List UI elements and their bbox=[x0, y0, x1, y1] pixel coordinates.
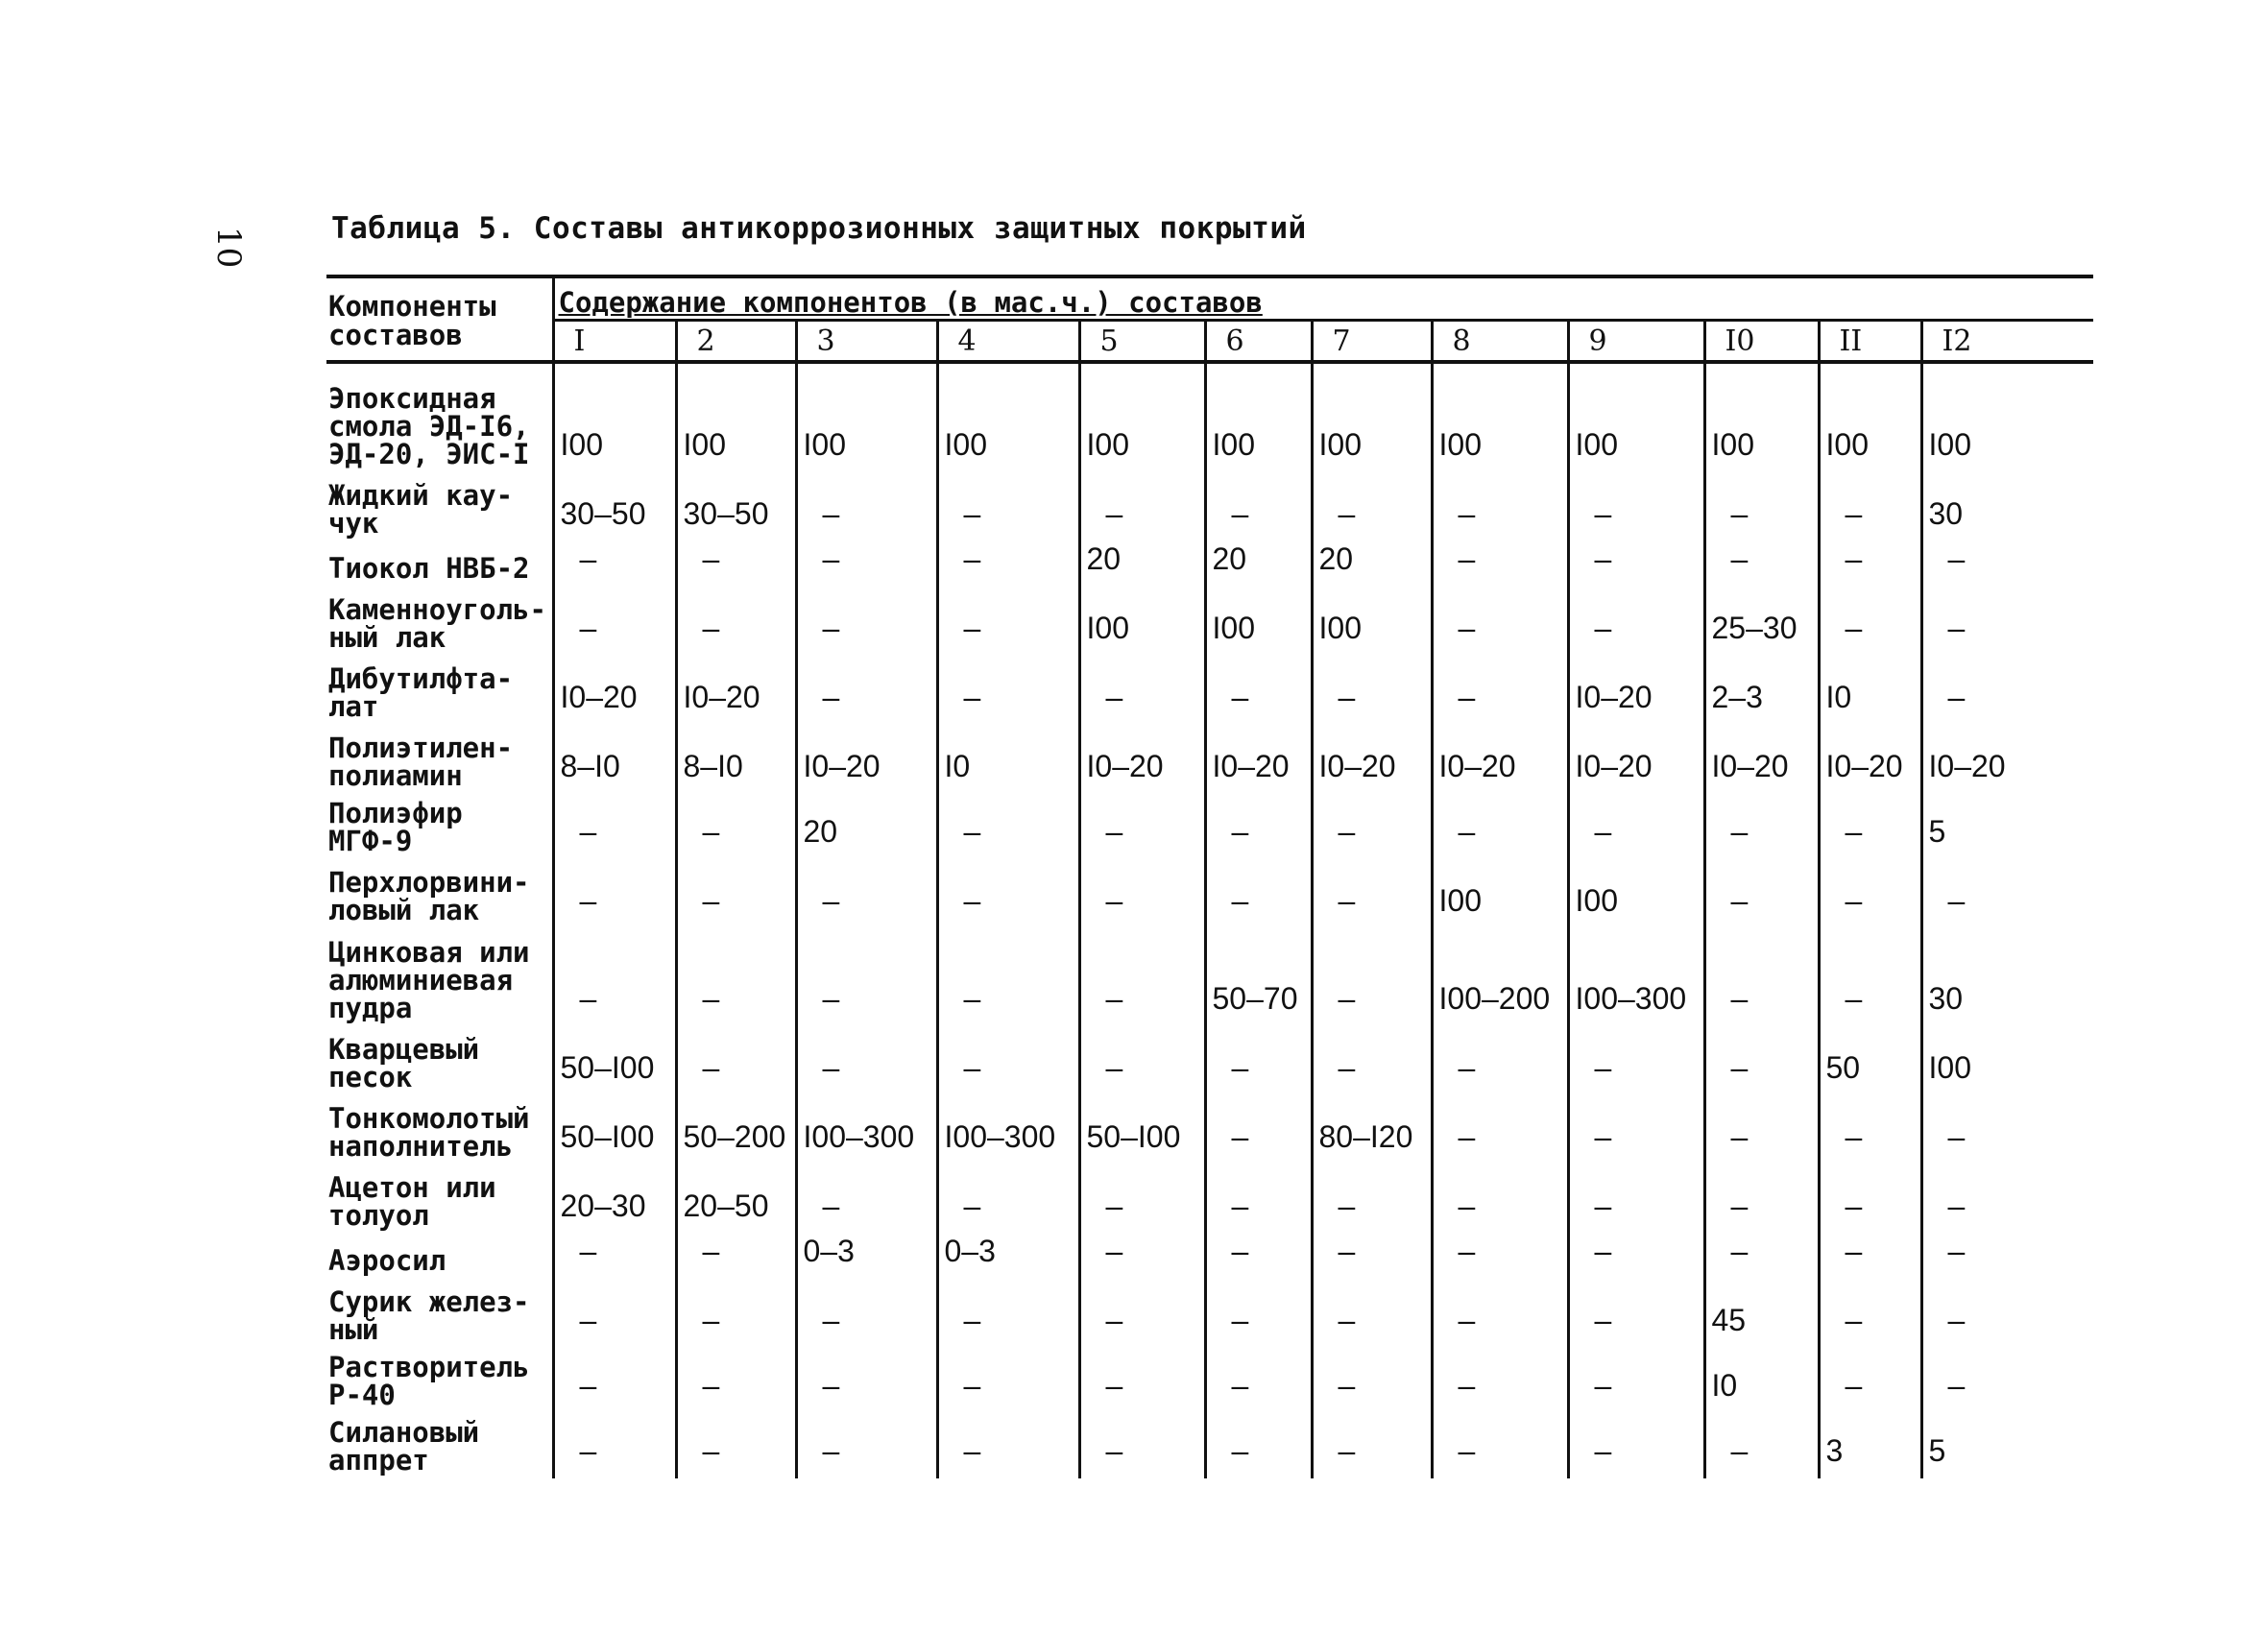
cell-value: – bbox=[1432, 656, 1568, 725]
component-name: Сурик желез- ный bbox=[328, 1285, 530, 1346]
table-row bbox=[326, 1279, 2093, 1348]
cell-value: – bbox=[676, 541, 796, 587]
cell-value: 8–I0 bbox=[553, 725, 676, 794]
cell-value: 20–30 bbox=[553, 1165, 676, 1234]
cell-value: 30–50 bbox=[553, 472, 676, 541]
cell-value: I00–300 bbox=[796, 1095, 937, 1165]
cell-value: 20–50 bbox=[676, 1165, 796, 1234]
cell-value: – bbox=[1312, 1279, 1432, 1348]
cell-value: – bbox=[1432, 1095, 1568, 1165]
cell-value: I00 bbox=[1312, 587, 1432, 656]
cell-value: I0–20 bbox=[676, 656, 796, 725]
cell-value: – bbox=[1312, 472, 1432, 541]
cell-value: I0–20 bbox=[1921, 725, 2093, 794]
cell-value: 30 bbox=[1921, 472, 2093, 541]
cell-value: 20 bbox=[796, 794, 937, 859]
cell-value: I00–200 bbox=[1432, 928, 1568, 1026]
component-column-header: Компоненты составов bbox=[328, 290, 496, 351]
component-name: Цинковая или алюминиевая пудра bbox=[328, 936, 530, 1024]
cell-value: 25–30 bbox=[1704, 587, 1819, 656]
cell-value: – bbox=[937, 1026, 1079, 1095]
cell-value: 50–200 bbox=[676, 1095, 796, 1165]
column-header-10: I0 bbox=[1704, 321, 1819, 363]
table-caption: Таблица 5. Составы антикоррозионных защитных покрытий bbox=[331, 211, 1307, 246]
cell-value: – bbox=[1205, 472, 1312, 541]
cell-value: – bbox=[1704, 1413, 1819, 1478]
component-name: Силановый аппрет bbox=[328, 1416, 480, 1477]
cell-value: – bbox=[937, 859, 1079, 928]
cell-value: – bbox=[1568, 541, 1704, 587]
component-name: Перхлорвини- ловый лак bbox=[328, 866, 530, 926]
cell-value: – bbox=[1432, 587, 1568, 656]
cell-value: – bbox=[1205, 794, 1312, 859]
cell-value: – bbox=[796, 859, 937, 928]
component-name: Кварцевый песок bbox=[328, 1033, 480, 1093]
table-row bbox=[326, 472, 2093, 541]
table-row bbox=[326, 1095, 2093, 1165]
cell-value: – bbox=[1079, 1279, 1205, 1348]
cell-value: – bbox=[1704, 794, 1819, 859]
cell-value: – bbox=[1819, 1095, 1921, 1165]
cell-value: – bbox=[1568, 1413, 1704, 1478]
cell-value: – bbox=[1704, 859, 1819, 928]
table-row bbox=[326, 656, 2093, 725]
cell-value: – bbox=[1568, 794, 1704, 859]
column-header-4: 4 bbox=[937, 321, 1079, 363]
cell-value: – bbox=[676, 1234, 796, 1279]
cell-value: – bbox=[1312, 859, 1432, 928]
column-header-7: 7 bbox=[1312, 321, 1432, 363]
cell-value: – bbox=[796, 928, 937, 1026]
table-row bbox=[326, 362, 2093, 472]
cell-value: 0–3 bbox=[796, 1234, 937, 1279]
table-row bbox=[326, 725, 2093, 794]
composition-table-container bbox=[326, 275, 2006, 1478]
group-header: Содержание компонентов (в мас.ч.) составов bbox=[553, 276, 2093, 321]
cell-value: – bbox=[1819, 859, 1921, 928]
cell-value: – bbox=[937, 541, 1079, 587]
cell-value: I00 bbox=[1704, 362, 1819, 472]
cell-value: – bbox=[1312, 1165, 1432, 1234]
cell-value: 20 bbox=[1205, 541, 1312, 587]
cell-value: I0–20 bbox=[1568, 725, 1704, 794]
cell-value: – bbox=[1079, 928, 1205, 1026]
component-name: Тонкомолотый наполнитель bbox=[328, 1102, 530, 1163]
cell-value: I00 bbox=[1432, 362, 1568, 472]
cell-value: – bbox=[937, 928, 1079, 1026]
cell-value: I0–20 bbox=[1704, 725, 1819, 794]
cell-value: – bbox=[796, 1348, 937, 1413]
cell-value: – bbox=[1819, 472, 1921, 541]
cell-value: – bbox=[676, 794, 796, 859]
cell-value: – bbox=[1432, 1234, 1568, 1279]
cell-value: I0–20 bbox=[1079, 725, 1205, 794]
cell-value: – bbox=[937, 472, 1079, 541]
cell-value: I00 bbox=[1921, 1026, 2093, 1095]
cell-value: – bbox=[1205, 1413, 1312, 1478]
cell-value: – bbox=[1704, 541, 1819, 587]
component-name: Ацетон или толуол bbox=[328, 1171, 496, 1232]
cell-value: – bbox=[1079, 794, 1205, 859]
cell-value: – bbox=[1568, 1026, 1704, 1095]
cell-value: I0–20 bbox=[1312, 725, 1432, 794]
column-header-8: 8 bbox=[1432, 321, 1568, 363]
table-row bbox=[326, 1348, 2093, 1413]
cell-value: – bbox=[1432, 1026, 1568, 1095]
cell-value: – bbox=[1704, 1095, 1819, 1165]
cell-value: – bbox=[1568, 587, 1704, 656]
table-body bbox=[326, 362, 2093, 1478]
cell-value: I00 bbox=[676, 362, 796, 472]
cell-value: – bbox=[1312, 794, 1432, 859]
cell-value: I0–20 bbox=[553, 656, 676, 725]
column-header-5: 5 bbox=[1079, 321, 1205, 363]
table-header bbox=[326, 276, 2093, 362]
cell-value: – bbox=[796, 1026, 937, 1095]
column-header-12: I2 bbox=[1921, 321, 2093, 363]
cell-value: – bbox=[676, 1279, 796, 1348]
component-name: Полиэтилен- полиамин bbox=[328, 732, 514, 792]
component-name: Дибутилфта- лат bbox=[328, 662, 514, 723]
cell-value: – bbox=[1819, 928, 1921, 1026]
cell-value: 3 bbox=[1819, 1413, 1921, 1478]
cell-value: – bbox=[1921, 541, 2093, 587]
cell-value: – bbox=[553, 1234, 676, 1279]
column-header-2: 2 bbox=[676, 321, 796, 363]
cell-value: 30–50 bbox=[676, 472, 796, 541]
column-header-1: I bbox=[553, 321, 676, 363]
cell-value: I00 bbox=[937, 362, 1079, 472]
cell-value: – bbox=[1432, 541, 1568, 587]
cell-value: – bbox=[1819, 1165, 1921, 1234]
cell-value: – bbox=[1205, 859, 1312, 928]
table-row bbox=[326, 587, 2093, 656]
cell-value: I00 bbox=[1205, 362, 1312, 472]
cell-value: – bbox=[1704, 1026, 1819, 1095]
cell-value: 8–I0 bbox=[676, 725, 796, 794]
cell-value: – bbox=[1205, 1095, 1312, 1165]
cell-value: 50 bbox=[1819, 1026, 1921, 1095]
cell-value: I00 bbox=[1079, 587, 1205, 656]
component-name: Полиэфир МГФ-9 bbox=[328, 797, 463, 857]
cell-value: I00 bbox=[1079, 362, 1205, 472]
cell-value: 2–3 bbox=[1704, 656, 1819, 725]
cell-value: – bbox=[796, 1413, 937, 1478]
cell-value: – bbox=[553, 794, 676, 859]
cell-value: – bbox=[1312, 1348, 1432, 1413]
cell-value: – bbox=[1205, 1348, 1312, 1413]
cell-value: I0–20 bbox=[1432, 725, 1568, 794]
component-name: Тиокол НВБ-2 bbox=[328, 552, 530, 585]
cell-value: – bbox=[1205, 1026, 1312, 1095]
cell-value: – bbox=[937, 1279, 1079, 1348]
cell-value: – bbox=[937, 1348, 1079, 1413]
table-row bbox=[326, 1413, 2093, 1478]
cell-value: 80–I20 bbox=[1312, 1095, 1432, 1165]
cell-value: – bbox=[796, 1165, 937, 1234]
cell-value: – bbox=[1921, 859, 2093, 928]
cell-value: – bbox=[1432, 1165, 1568, 1234]
cell-value: – bbox=[1079, 472, 1205, 541]
table-row bbox=[326, 859, 2093, 928]
table-row bbox=[326, 928, 2093, 1026]
cell-value: – bbox=[1819, 587, 1921, 656]
table-row bbox=[326, 1165, 2093, 1234]
cell-value: I00 bbox=[1205, 587, 1312, 656]
cell-value: I0–20 bbox=[1205, 725, 1312, 794]
cell-value: – bbox=[676, 587, 796, 656]
cell-value: I0 bbox=[1819, 656, 1921, 725]
cell-value: – bbox=[1205, 1165, 1312, 1234]
cell-value: 45 bbox=[1704, 1279, 1819, 1348]
cell-value: – bbox=[676, 1026, 796, 1095]
component-name: Аэросил bbox=[328, 1244, 446, 1277]
cell-value: I00 bbox=[1568, 362, 1704, 472]
cell-value: – bbox=[553, 928, 676, 1026]
cell-value: – bbox=[1568, 1234, 1704, 1279]
cell-value: – bbox=[1079, 1348, 1205, 1413]
cell-value: – bbox=[937, 794, 1079, 859]
cell-value: 50–I00 bbox=[553, 1026, 676, 1095]
cell-value: – bbox=[1819, 541, 1921, 587]
column-header-9: 9 bbox=[1568, 321, 1704, 363]
cell-value: I0 bbox=[1704, 1348, 1819, 1413]
cell-value: – bbox=[1921, 1234, 2093, 1279]
cell-value: – bbox=[1312, 1026, 1432, 1095]
cell-value: I00 bbox=[1432, 859, 1568, 928]
cell-value: – bbox=[796, 472, 937, 541]
cell-value: – bbox=[1568, 1095, 1704, 1165]
cell-value: – bbox=[937, 1413, 1079, 1478]
cell-value: 50–I00 bbox=[1079, 1095, 1205, 1165]
cell-value: – bbox=[1819, 1348, 1921, 1413]
cell-value: I0–20 bbox=[1568, 656, 1704, 725]
cell-value: – bbox=[937, 1165, 1079, 1234]
cell-value: – bbox=[553, 1413, 676, 1478]
column-header-11: II bbox=[1819, 321, 1921, 363]
component-name: Растворитель Р-40 bbox=[328, 1351, 530, 1411]
cell-value: – bbox=[1432, 1348, 1568, 1413]
cell-value: I0–20 bbox=[796, 725, 937, 794]
cell-value: – bbox=[1432, 1279, 1568, 1348]
cell-value: – bbox=[1312, 1234, 1432, 1279]
cell-value: – bbox=[1079, 859, 1205, 928]
cell-value: – bbox=[676, 1348, 796, 1413]
cell-value: – bbox=[1312, 1413, 1432, 1478]
cell-value: – bbox=[1079, 1234, 1205, 1279]
cell-value: – bbox=[553, 859, 676, 928]
cell-value: I0 bbox=[937, 725, 1079, 794]
cell-value: 30 bbox=[1921, 928, 2093, 1026]
cell-value: – bbox=[1079, 1413, 1205, 1478]
component-name: Жидкий кау- чук bbox=[328, 479, 514, 540]
component-name: Каменноуголь- ный лак bbox=[328, 593, 546, 654]
cell-value: 50–70 bbox=[1205, 928, 1312, 1026]
column-header-6: 6 bbox=[1205, 321, 1312, 363]
cell-value: – bbox=[1819, 794, 1921, 859]
cell-value: – bbox=[1568, 472, 1704, 541]
cell-value: – bbox=[676, 859, 796, 928]
cell-value: I00 bbox=[1921, 362, 2093, 472]
column-header-3: 3 bbox=[796, 321, 937, 363]
cell-value: – bbox=[937, 656, 1079, 725]
table-row bbox=[326, 1026, 2093, 1095]
cell-value: – bbox=[553, 541, 676, 587]
cell-value: – bbox=[676, 1413, 796, 1478]
cell-value: – bbox=[1432, 1413, 1568, 1478]
cell-value: 0–3 bbox=[937, 1234, 1079, 1279]
cell-value: – bbox=[553, 1348, 676, 1413]
component-name: Эпоксидная смола ЭД-I6, ЭД-20, ЭИС-I bbox=[328, 382, 530, 470]
cell-value: I00–300 bbox=[937, 1095, 1079, 1165]
cell-value: – bbox=[1704, 1165, 1819, 1234]
cell-value: – bbox=[1568, 1165, 1704, 1234]
cell-value: 20 bbox=[1079, 541, 1205, 587]
cell-value: – bbox=[937, 587, 1079, 656]
cell-value: – bbox=[676, 928, 796, 1026]
cell-value: – bbox=[1432, 472, 1568, 541]
cell-value: – bbox=[796, 587, 937, 656]
cell-value: – bbox=[1921, 587, 2093, 656]
cell-value: – bbox=[1079, 1165, 1205, 1234]
cell-value: – bbox=[1921, 1165, 2093, 1234]
cell-value: – bbox=[1704, 472, 1819, 541]
composition-table bbox=[326, 275, 2093, 1478]
cell-value: I00 bbox=[1819, 362, 1921, 472]
cell-value: I00 bbox=[796, 362, 937, 472]
cell-value: – bbox=[553, 587, 676, 656]
cell-value: – bbox=[1819, 1234, 1921, 1279]
cell-value: – bbox=[796, 656, 937, 725]
cell-value: – bbox=[1312, 928, 1432, 1026]
cell-value: I00 bbox=[553, 362, 676, 472]
cell-value: 5 bbox=[1921, 794, 2093, 859]
cell-value: I00–300 bbox=[1568, 928, 1704, 1026]
cell-value: 5 bbox=[1921, 1413, 2093, 1478]
cell-value: – bbox=[1432, 794, 1568, 859]
cell-value: – bbox=[1205, 1279, 1312, 1348]
cell-value: – bbox=[1704, 928, 1819, 1026]
page-number: 10 bbox=[209, 227, 248, 269]
cell-value: – bbox=[1921, 656, 2093, 725]
cell-value: – bbox=[1921, 1095, 2093, 1165]
cell-value: – bbox=[1205, 1234, 1312, 1279]
table-row bbox=[326, 541, 2093, 587]
cell-value: I00 bbox=[1312, 362, 1432, 472]
cell-value: I0–20 bbox=[1819, 725, 1921, 794]
cell-value: – bbox=[1704, 1234, 1819, 1279]
cell-value: – bbox=[1079, 656, 1205, 725]
cell-value: – bbox=[553, 1279, 676, 1348]
cell-value: – bbox=[1079, 1026, 1205, 1095]
cell-value: 50–I00 bbox=[553, 1095, 676, 1165]
cell-value: – bbox=[1568, 1279, 1704, 1348]
cell-value: – bbox=[1312, 656, 1432, 725]
column-number-row bbox=[326, 321, 2093, 363]
cell-value: – bbox=[796, 1279, 937, 1348]
cell-value: – bbox=[1568, 1348, 1704, 1413]
cell-value: – bbox=[1819, 1279, 1921, 1348]
cell-value: – bbox=[1205, 656, 1312, 725]
cell-value: – bbox=[796, 541, 937, 587]
table-row bbox=[326, 1234, 2093, 1279]
cell-value: – bbox=[1921, 1348, 2093, 1413]
cell-value: – bbox=[1921, 1279, 2093, 1348]
table-row bbox=[326, 794, 2093, 859]
cell-value: 20 bbox=[1312, 541, 1432, 587]
cell-value: I00 bbox=[1568, 859, 1704, 928]
